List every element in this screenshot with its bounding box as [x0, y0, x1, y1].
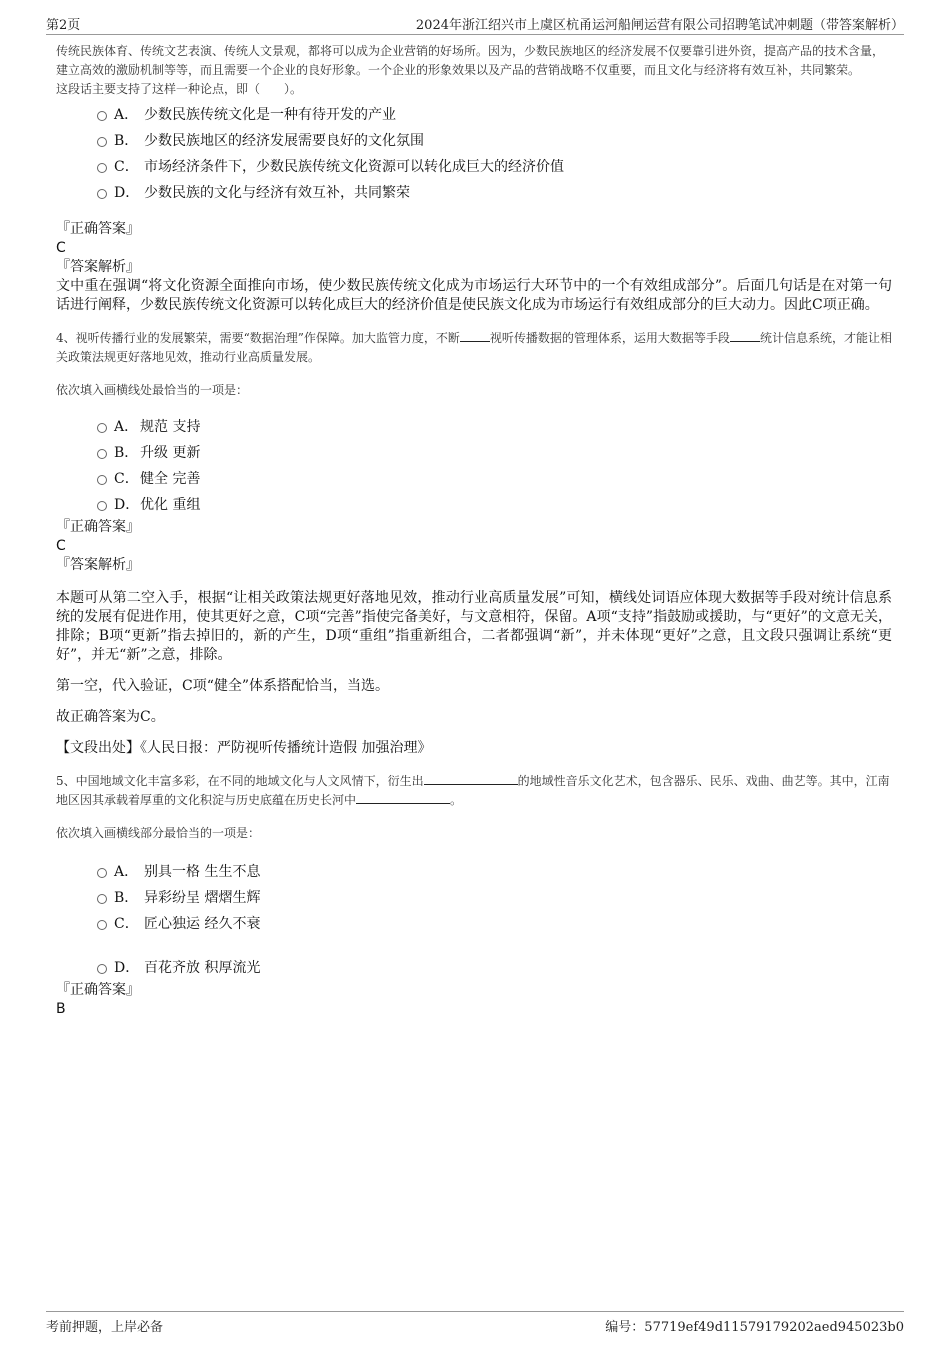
q3-question: 这段话主要支持了这样一种论点，即（ ）。 [56, 82, 303, 96]
q4-option-d[interactable]: D．优化 重组 [56, 492, 892, 518]
radio-icon[interactable] [97, 868, 107, 878]
radio-icon[interactable] [97, 475, 107, 485]
q5-option-b[interactable]: B． 异彩纷呈 熠熠生辉 [56, 885, 892, 911]
q4-option-a[interactable]: A． 规范 支持 [56, 414, 892, 440]
document-title: 2024年浙江绍兴市上虞区杭甬运河船闸运营有限公司招聘笔试冲刺题（带答案解析） [415, 18, 904, 33]
page-number: 第2页 [46, 18, 81, 33]
page-header [46, 14, 904, 35]
blank-line [460, 329, 490, 342]
footer-slogan: 考前押题，上岸必备 [46, 1320, 164, 1335]
radio-icon[interactable] [97, 137, 107, 147]
q3-option-b[interactable]: B． 少数民族地区的经济发展需要良好的文化氛围 [56, 128, 892, 154]
blank-line [356, 791, 450, 804]
page-content [56, 42, 892, 1019]
radio-icon[interactable] [97, 920, 107, 930]
q5-option-d[interactable]: D． 百花齐放 积厚流光 [56, 955, 892, 981]
q5-option-c[interactable]: C． 匠心独运 经久不衰 [56, 911, 892, 937]
q4-options [56, 414, 892, 518]
page-footer [46, 1311, 904, 1340]
radio-icon[interactable] [97, 111, 107, 121]
radio-icon[interactable] [97, 163, 107, 173]
q3-passage: 传统民族体育、传统文艺表演、传统人文景观，都将可以成为企业营销的好场所。因为，少数民族地区的经济发展不仅要靠引进外资，提高产品的技术含量，建立高效的激励机制等等，而且需要一个企业的良好形象。一个企业的形象效果以及产品的营销战略不仅重要，而且文化与经济将有效互补，共同繁荣。 [56, 44, 885, 77]
q5-options [56, 859, 892, 981]
radio-icon[interactable] [97, 449, 107, 459]
q3-option-a[interactable]: A． 少数民族传统文化是一种有待开发的产业 [56, 102, 892, 128]
q5-prompt: 依次填入画横线部分最恰当的一项是： [56, 826, 261, 840]
q3-analysis-label: 『答案解析』 [56, 259, 140, 275]
q4-analysis-1: 本题可从第二空入手，根据“让相关政策法规更好落地见效，推动行业高质量发展”可知，横线处词语应体现大数据等手段对统计信息系统的发展有促进作用，使其更好之意，C项“完善”指使完备美好，与文意相符，保留。A项“支持”指鼓励或援助，与“更好”的文意无关，排除；B项“更新”指去掉旧的，新的产生，D项“重组”指重新组合，二者都强调“新”，并未体现“更好”之意，且文段只强调让系统“更好”，并无“新”之意，排除。 [56, 590, 892, 663]
q4-source: 【文段出处】《人民日报：严防视听传播统计造假 加强治理》 [56, 740, 432, 756]
radio-icon[interactable] [97, 189, 107, 199]
q4-answer: C [56, 538, 66, 554]
q3-analysis: 文中重在强调“将文化资源全面推向市场，使少数民族传统文化成为市场运行大环节中的一个有效组成部分”。后面几句话是在对第一句话进行阐释，少数民族传统文化资源可以转化成巨大的经济价值是使民族文化成为市场运行有效组成部分的巨大动力。因此C项正确。 [56, 278, 892, 313]
radio-icon[interactable] [97, 894, 107, 904]
q4-prompt: 依次填入画横线处最恰当的一项是： [56, 383, 249, 397]
document-id: 编号：57719ef49d11579179202aed945023b0 [605, 1320, 904, 1335]
blank-line [730, 329, 760, 342]
q3-answer: C [56, 240, 66, 256]
radio-icon[interactable] [97, 423, 107, 433]
radio-icon[interactable] [97, 501, 107, 511]
q5-stem: 5、中国地域文化丰富多彩，在不同的地域文化与人文风情下，衍生出 的地域性音乐文化艺术，包含器乐、民乐、戏曲、曲艺等。其中，江南地区因其承载着厚重的文化积淀与历史底蕴在历史长河中 。 [56, 774, 890, 807]
q5-option-a[interactable]: A． 别具一格 生生不息 [56, 859, 892, 885]
q4-option-c[interactable]: C．健全 完善 [56, 466, 892, 492]
q4-stem: 4、视听传播行业的发展繁荣，需要“数据治理”作保障。加大监管力度，不断 视听传播数据的管理体系，运用大数据等手段 统计信息系统，才能让相关政策法规更好落地见效，推动行业高质量发展。 [56, 331, 892, 364]
blank-line [424, 772, 518, 785]
q3-options [56, 102, 892, 206]
q3-option-c[interactable]: C． 市场经济条件下，少数民族传统文化资源可以转化成巨大的经济价值 [56, 154, 892, 180]
q3-answer-label: 『正确答案』 [56, 221, 140, 237]
q4-analysis-label: 『答案解析』 [56, 557, 140, 573]
q4-answer-label: 『正确答案』 [56, 519, 140, 535]
q4-analysis-2: 第一空，代入验证，C项“健全”体系搭配恰当，当选。 [56, 678, 390, 694]
q3-option-d[interactable]: D． 少数民族的文化与经济有效互补，共同繁荣 [56, 180, 892, 206]
q5-answer: B [56, 1001, 66, 1017]
radio-icon[interactable] [97, 964, 107, 974]
q5-answer-label: 『正确答案』 [56, 982, 140, 998]
q4-analysis-3: 故正确答案为C。 [56, 709, 165, 725]
q4-option-b[interactable]: B． 升级 更新 [56, 440, 892, 466]
